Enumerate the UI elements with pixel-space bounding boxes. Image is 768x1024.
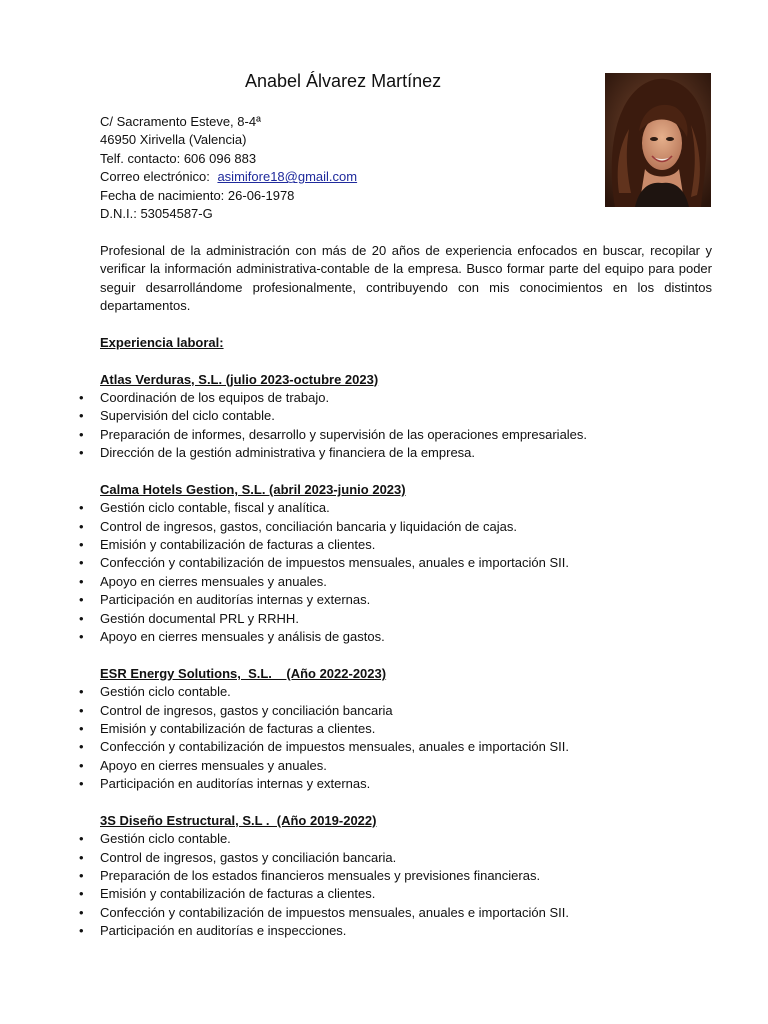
job-task: • Apoyo en cierres mensuales y anuales. — [100, 757, 712, 775]
job-task: • Apoyo en cierres mensuales y anuales. — [100, 573, 712, 591]
email-label: Correo electrónico: — [100, 169, 210, 185]
phone-line: Telf. contacto: 606 096 883 — [100, 150, 257, 166]
cv-content — [100, 113, 712, 941]
job-task: • Participación en auditorías internas y externas. — [100, 591, 712, 609]
email-line — [100, 168, 712, 186]
job-task-list — [100, 499, 712, 646]
job-task: • Control de ingresos, gastos y conciliación bancaria. — [100, 849, 712, 867]
job-task: • Dirección de la gestión administrativa y financiera de la empresa. — [100, 444, 712, 462]
job-entry — [100, 371, 712, 463]
job-entry — [100, 481, 712, 647]
job-task: • Confección y contabilización de impuestos mensuales, anuales e importación SII. — [100, 738, 712, 756]
email-link[interactable]: asimifore18@gmail.com — [217, 169, 358, 185]
contact-block — [100, 113, 712, 223]
job-task: • Participación en auditorías internas y externas. — [100, 775, 712, 793]
birthdate-line: Fecha de nacimiento: 26-06-1978 — [100, 187, 295, 203]
job-task: • Preparación de los estados financieros mensuales y previsiones financieras. — [100, 867, 712, 885]
job-task: • Gestión ciclo contable. — [100, 830, 712, 848]
job-task: • Coordinación de los equipos de trabajo. — [100, 389, 712, 407]
job-task: • Gestión ciclo contable, fiscal y analítica. — [100, 499, 712, 517]
job-task: • Emisión y contabilización de facturas a clientes. — [100, 536, 712, 554]
job-task: • Confección y contabilización de impuestos mensuales, anuales e importación SII. — [100, 904, 712, 922]
job-entry — [100, 665, 712, 794]
job-title: Atlas Verduras, S.L. (julio 2023-octubre 2023) — [100, 371, 379, 387]
dni-line: D.N.I.: 53054587-G — [100, 205, 213, 221]
job-task: • Participación en auditorías e inspecciones. — [100, 922, 712, 940]
address-line-1: C/ Sacramento Esteve, 8-4ª — [100, 114, 261, 129]
address-line-2: 46950 Xirivella (Valencia) — [100, 132, 247, 148]
job-task-list — [100, 683, 712, 793]
job-title: Calma Hotels Gestion, S.L. (abril 2023-junio 2023) — [100, 481, 406, 497]
job-title: ESR Energy Solutions, S.L. (Año 2022-2023) — [100, 665, 387, 681]
profile-summary: Profesional de la administración con más de 20 años de experiencia enfocados en buscar, recopilar y verificar la información administrativa-contable de la empresa. Busco formar parte del equipo para poder seguir desarrollándome profesionalmente, contribuyendo con mis conocimientos en los distintos departamentos. — [100, 242, 712, 313]
job-task-list — [100, 830, 712, 940]
job-task: • Confección y contabilización de impuestos mensuales, anuales e importación SII. — [100, 554, 712, 572]
job-task: • Gestión documental PRL y RRHH. — [100, 610, 712, 628]
job-task: • Supervisión del ciclo contable. — [100, 407, 712, 425]
job-task: • Emisión y contabilización de facturas a clientes. — [100, 720, 712, 738]
job-task: • Control de ingresos, gastos, conciliación bancaria y liquidación de cajas. — [100, 518, 712, 536]
job-title: 3S Diseño Estructural, S.L . (Año 2019-2022) — [100, 812, 377, 828]
job-task-list — [100, 389, 712, 463]
experience-heading: Experiencia laboral: — [100, 334, 224, 350]
job-task: • Apoyo en cierres mensuales y análisis de gastos. — [100, 628, 712, 646]
job-task: • Gestión ciclo contable. — [100, 683, 712, 701]
candidate-name: Anabel Álvarez Martínez — [245, 71, 442, 91]
job-task: • Emisión y contabilización de facturas a clientes. — [100, 885, 712, 903]
job-task: • Preparación de informes, desarrollo y supervisión de las operaciones empresariales. — [100, 426, 712, 444]
job-task: • Control de ingresos, gastos y conciliación bancaria — [100, 702, 712, 720]
job-entry — [100, 812, 712, 941]
